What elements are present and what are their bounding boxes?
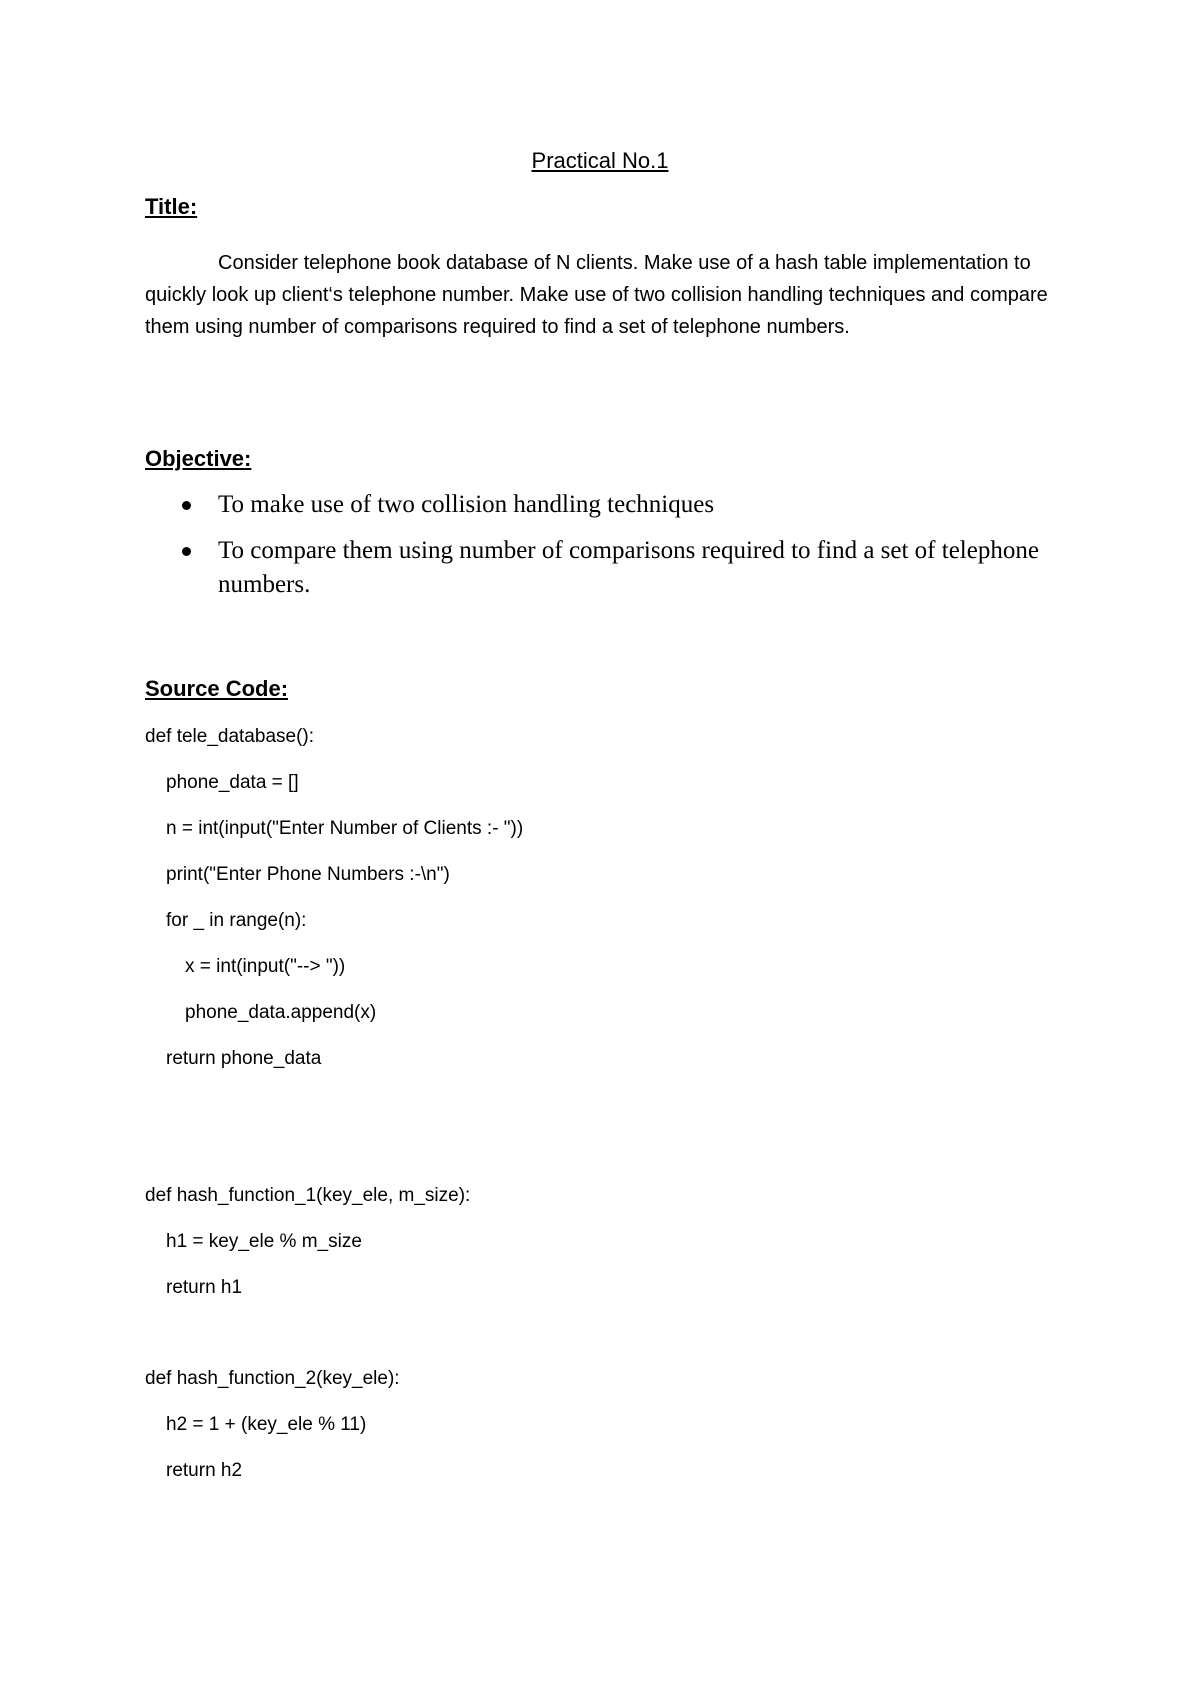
title-heading: Title: [145, 194, 198, 219]
code-line: return h2 [166, 1460, 243, 1481]
bullet-icon [182, 501, 191, 510]
code-line: n = int(input("Enter Number of Clients :- ")) [166, 818, 524, 839]
source-code-heading: Source Code: [145, 676, 289, 701]
practical-title: Practical No.1 [531, 148, 669, 173]
objective-item [145, 488, 1060, 522]
code-line: print("Enter Phone Numbers :-\n") [166, 864, 450, 885]
code-line: return h1 [166, 1277, 243, 1298]
bullet-icon [182, 547, 191, 556]
objective-heading: Objective: [145, 446, 252, 471]
title-paragraph [145, 247, 1060, 343]
code-line: phone_data.append(x) [185, 1002, 377, 1023]
code-line: h1 = key_ele % m_size [166, 1231, 362, 1252]
objective-item [145, 534, 1060, 602]
objective-list [145, 488, 1060, 614]
code-line: phone_data = [] [166, 772, 299, 793]
code-line: h2 = 1 + (key_ele % 11) [166, 1414, 367, 1435]
objective-text: To compare them using number of comparisons required to find a set of telephone numbers. [218, 537, 1039, 598]
code-line: def tele_database(): [145, 726, 315, 747]
code-line: return phone_data [166, 1048, 322, 1069]
objective-text: To make use of two collision handling techniques [218, 491, 715, 518]
code-line: def hash_function_2(key_ele): [145, 1368, 400, 1389]
code-line: for _ in range(n): [166, 910, 307, 931]
code-line: def hash_function_1(key_ele, m_size): [145, 1185, 471, 1206]
code-line: x = int(input("--> ")) [185, 956, 346, 977]
title-paragraph-text: Consider telephone book database of N clients. Make use of a hash table implementation to quickly look up client‘s telephone number. Make use of two collision handling techniques and compare them using number of comparisons required to find a set of telephone numbers. [145, 252, 1048, 338]
